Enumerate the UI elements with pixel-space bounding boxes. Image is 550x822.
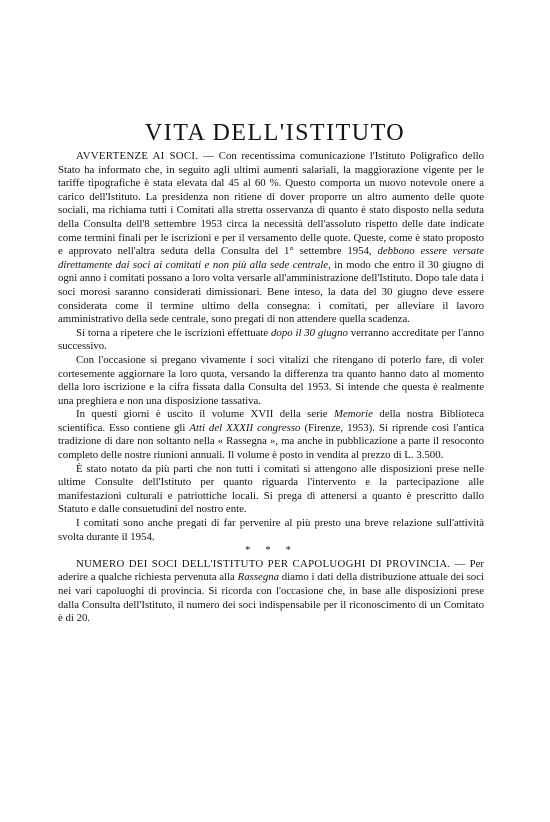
text-run: Si torna a ripetere che le iscrizioni effettuate bbox=[76, 326, 269, 339]
section-separator: * * * bbox=[245, 544, 297, 557]
paragraph-numero-soci bbox=[58, 558, 484, 626]
text-run: In questi giorni è uscito il volume XVII della serie bbox=[76, 408, 328, 421]
page-title: VITA DELL'ISTITUTO bbox=[144, 120, 406, 147]
italic-run: debbono essere versate direttamente dai soci ai comitati e non più alla sede centrale, bbox=[58, 245, 485, 271]
article-body bbox=[58, 139, 484, 626]
text-run: della nostra Biblioteca scientifica. Esso contiene gli bbox=[58, 408, 485, 434]
italic-run: dopo il 30 giugno bbox=[271, 326, 348, 339]
text-run: Per aderire a qualche richiesta pervenuta alla bbox=[58, 557, 484, 584]
paragraph-disposizioni: È stato notato da più parti che non tutti i comitati si attengono alle disposizioni prese nelle ultime Consulte dell'Istituto per quanto riguarda l'intervento e la partecipazione alle manifestazioni culturali e patriottiche locali. Si prega di attenersi a quanto è prescritto dallo Statuto e dalle consuetudini del nostro ente. bbox=[58, 462, 484, 516]
paragraph-volume-memorie bbox=[58, 408, 484, 462]
text-run: (Firenze, 1953). Si riprende così l'antica tradizione di dare non soltanto nella « Rassegna », ma anche in pubblicazione a parte il resoconto completo delle nostre riunioni annuali. Il volume è posto in vendita al prezzo di L. 3.500. bbox=[58, 421, 484, 462]
text-run: Con recentissima comunicazione l'Istituto Poligrafico dello Stato ha informato che, in seguito agli ultimi aumenti salariali, la maggiorazione vigente per le tariffe tipografiche è stata elevata dal 45 al 60 %. Questo comporta un nuovo notevole onere a carico dell'Istituto. La presidenza non ritiene di dover proporre un altro aumento delle quote sociali, ma richiama tutti i Comitati alla stretta osservanza di quanto è stato disposto nella seduta della Consulta dell'8 settembre 1953 circa la necessità dell'assoluto rispetto delle date indicate come termini finali per le iscrizioni e per il versamento delle quote. Queste, come è stato proposto e approvato nell'altra seduta della Consulta del 1° settembre 1954, bbox=[58, 150, 484, 258]
section-heading-avvertenze: AVVERTENZE AI SOCI. — bbox=[76, 150, 215, 162]
italic-run: Memorie bbox=[334, 408, 373, 421]
italic-run: Rassegna bbox=[237, 571, 280, 584]
text-run: verranno accreditate per l'anno successivo. bbox=[58, 326, 484, 353]
paragraph-iscrizioni bbox=[58, 327, 484, 354]
text-run: diamo i dati della distribuzione attuale dei soci nei vari capoluoghi di provincia. Si ricorda con l'occasione che, in base alle disposizioni prese dalla Consulta dell'Istituto, il numero dei soci indispensabile per il riconoscimento di un Comitato è di 20. bbox=[58, 571, 484, 625]
section-heading-numero-soci: NUMERO DEI SOCI DELL'ISTITUTO PER CAPOLUOGHI DI PROVINCIA. — bbox=[76, 557, 466, 570]
paragraph-soci-vitalizi: Con l'occasione si pregano vivamente i soci vitalizi che ritengano di poterlo fare, di voler cortesemente aggiornare la loro quota, versando la differenza tra quanto hanno dato al momento della loro iscrizione e la cifra fissata dalla Consulta del 1953. Si intende che questa è realmente una preghiera e non una disposizione tassativa. bbox=[58, 353, 484, 407]
paragraph-relazione: I comitati sono anche pregati di far pervenire al più presto una breve relazione sull'attività svolta durante il 1954. bbox=[58, 517, 484, 543]
text-run: in modo che entro il 30 giugno di ogni anno i comitati possano a loro volta versarle all'amministrazione dell'Istituto. Dopo tale data i soci morosi saranno considerati dimissionari. Bene inteso, la data del 30 giugno deve essere considerata come il termine ultimo della consegna: i comitati, per alleviare il lavoro amministrativo della sede centrale, sono pregati di non attendere quella scadenza. bbox=[58, 258, 484, 326]
paragraph-avvertenze bbox=[58, 150, 484, 327]
italic-run: Atti del XXXII congresso bbox=[189, 421, 301, 434]
